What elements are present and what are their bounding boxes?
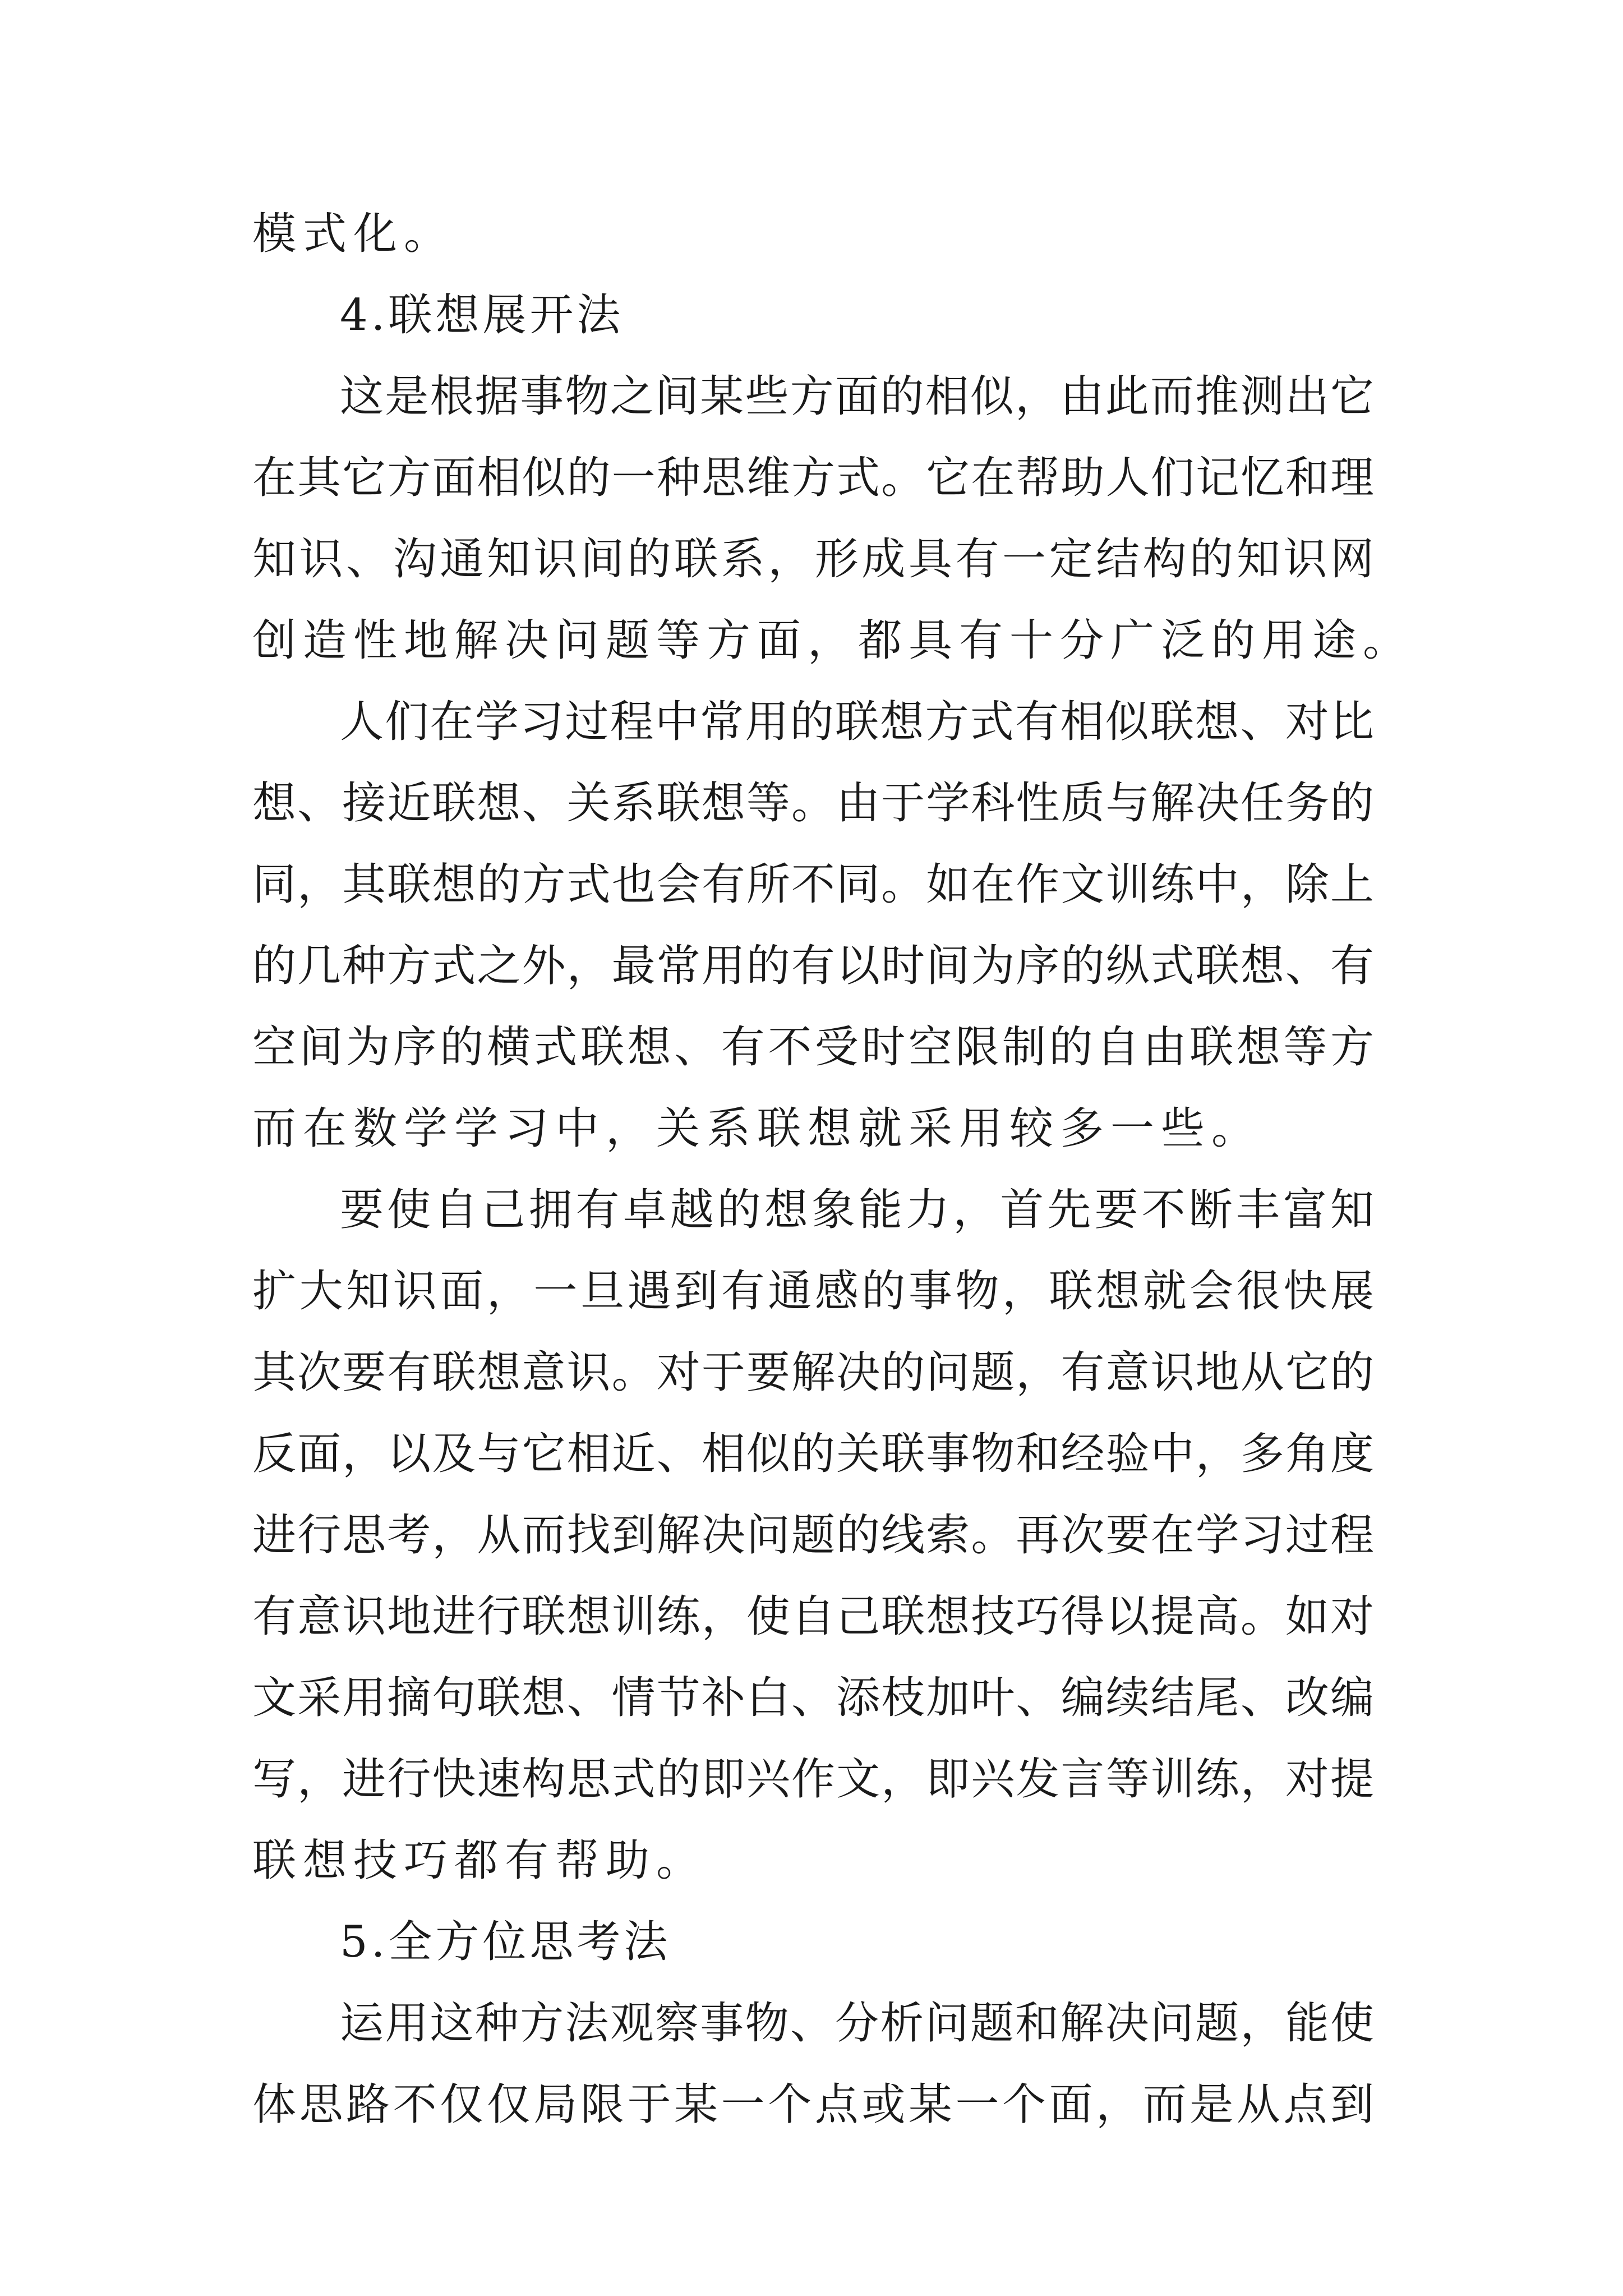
text-line: 联想技巧都有帮助。 bbox=[252, 1835, 707, 1886]
text-line: 模式化。 bbox=[252, 209, 455, 259]
text-line: 运用这种方法观察事物、分析问题和解决问题，能使 bbox=[340, 1998, 1374, 2049]
text-line: 体思路不仅仅局限于某一个点或某一个面，而是从点到 bbox=[252, 2079, 1374, 2130]
text-line: 这是根据事物之间某些方面的相似，由此而推测出它 bbox=[340, 371, 1374, 422]
text-line: 想、接近联想、关系联想等。由于学科性质与解决任务的 bbox=[252, 778, 1374, 829]
document-body bbox=[252, 194, 1414, 2146]
text-line: 要使自己拥有卓越的想象能力，首先要不断丰富知 bbox=[340, 1185, 1374, 1235]
text-line: 反面，以及与它相近、相似的关联事物和经验中，多角度 bbox=[252, 1429, 1374, 1479]
text-line: 有意识地进行联想训练，使自己联想技巧得以提高。如对 bbox=[252, 1591, 1374, 1642]
text-line: 进行思考，从而找到解决问题的线索。再次要在学习过程 bbox=[252, 1510, 1374, 1561]
text-line: 人们在学习过程中常用的联想方式有相似联想、对比 bbox=[340, 697, 1374, 747]
text-line: 在其它方面相似的一种思维方式。它在帮助人们记忆和理 bbox=[252, 453, 1374, 503]
section-heading: 5.全方位思考法 bbox=[340, 1917, 671, 1967]
section-heading: 4.联想展开法 bbox=[340, 290, 624, 341]
text-line: 知识、沟通知识间的联系，形成具有一定结构的知识网 bbox=[252, 534, 1374, 585]
text-line: 同，其联想的方式也会有所不同。如在作文训练中，除上 bbox=[252, 859, 1374, 910]
text-line: 扩大知识面，一旦遇到有通感的事物，联想就会很快展 bbox=[252, 1266, 1374, 1317]
text-line: 文采用摘句联想、情节补白、添枝加叶、编续结尾、改编 bbox=[252, 1673, 1374, 1723]
text-line: 而在数学学习中，关系联想就采用较多一些。 bbox=[252, 1103, 1262, 1154]
text-line: 的几种方式之外，最常用的有以时间为序的纵式联想、有 bbox=[252, 941, 1374, 991]
text-line: 创造性地解决问题等方面，都具有十分广泛的用途。 bbox=[252, 615, 1414, 666]
text-line: 写，进行快速构思式的即兴作文，即兴发言等训练，对提 bbox=[252, 1754, 1374, 1805]
text-line: 空间为序的横式联想、有不受时空限制的自由联想等方 bbox=[252, 1022, 1374, 1073]
text-line: 其次要有联想意识。对于要解决的问题，有意识地从它的 bbox=[252, 1347, 1374, 1398]
